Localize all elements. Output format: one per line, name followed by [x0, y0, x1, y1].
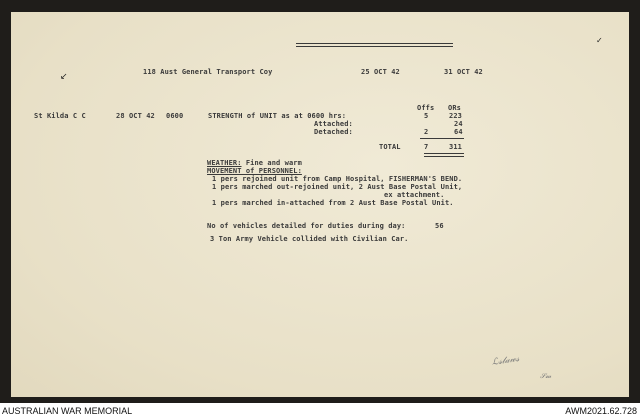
strength-offrs: 5 [424, 112, 429, 120]
attached-ors: 24 [454, 120, 463, 128]
movement-line: 1 pers rejoined unit from Camp Hospital, FISHERMAN'S BEND. [212, 175, 463, 183]
weather-line [207, 160, 302, 167]
movement-line: 1 pers marched out-rejoined unit, 2 Aust Base Postal Unit, [212, 183, 463, 191]
period-to: 31 OCT 42 [444, 68, 483, 76]
col-offrs-header: Offs [417, 104, 435, 112]
vehicles-label: No of vehicles detailed for duties during day: [207, 222, 406, 230]
incident-line: 3 Ton Army Vehicle collided with Civilian Car. [210, 235, 409, 243]
weather-label: WEATHER: [207, 159, 242, 167]
vehicles-count: 56 [435, 222, 444, 230]
signature: ℒ𝓈𝓁𝒶𝓌𝓈 [491, 354, 520, 368]
weather-text: Fine and warm [245, 159, 302, 167]
strength-ors: 223 [449, 112, 462, 120]
strength-heading: STRENGTH of UNIT as at 0600 hrs: [208, 112, 347, 120]
total-double-rule [424, 153, 464, 157]
footer-right: AWM2021.62.728 [565, 406, 637, 416]
movement-line: ex attachment. [384, 191, 445, 199]
tick-mark: ✓ [596, 36, 603, 45]
footer-left: AUSTRALIAN WAR MEMORIAL [2, 406, 133, 416]
entry-date: 28 OCT 42 [116, 112, 155, 120]
entry-time: 0600 [166, 112, 184, 120]
detached-offrs: 2 [424, 128, 429, 136]
signature-initials: 𝒮𝓂 [540, 372, 552, 380]
attached-label: Attached: [314, 120, 353, 128]
detached-ors: 64 [454, 128, 463, 136]
total-offrs: 7 [424, 143, 429, 151]
col-ors-header: ORs [448, 104, 461, 112]
total-label: TOTAL [379, 143, 401, 151]
total-ors: 311 [449, 143, 462, 151]
period-from: 25 OCT 42 [361, 68, 400, 76]
total-rule [420, 138, 464, 139]
pen-mark: ↙ [60, 72, 68, 82]
header-rule [296, 43, 453, 47]
movement-label: MOVEMENT of PERSONNEL: [207, 167, 302, 175]
movement-line: 1 pers marched in-attached from 2 Aust Base Postal Unit. [212, 199, 454, 207]
detached-label: Detached: [314, 128, 353, 136]
entry-place: St Kilda C C [34, 112, 86, 120]
unit-name: 118 Aust General Transport Coy [143, 68, 273, 76]
